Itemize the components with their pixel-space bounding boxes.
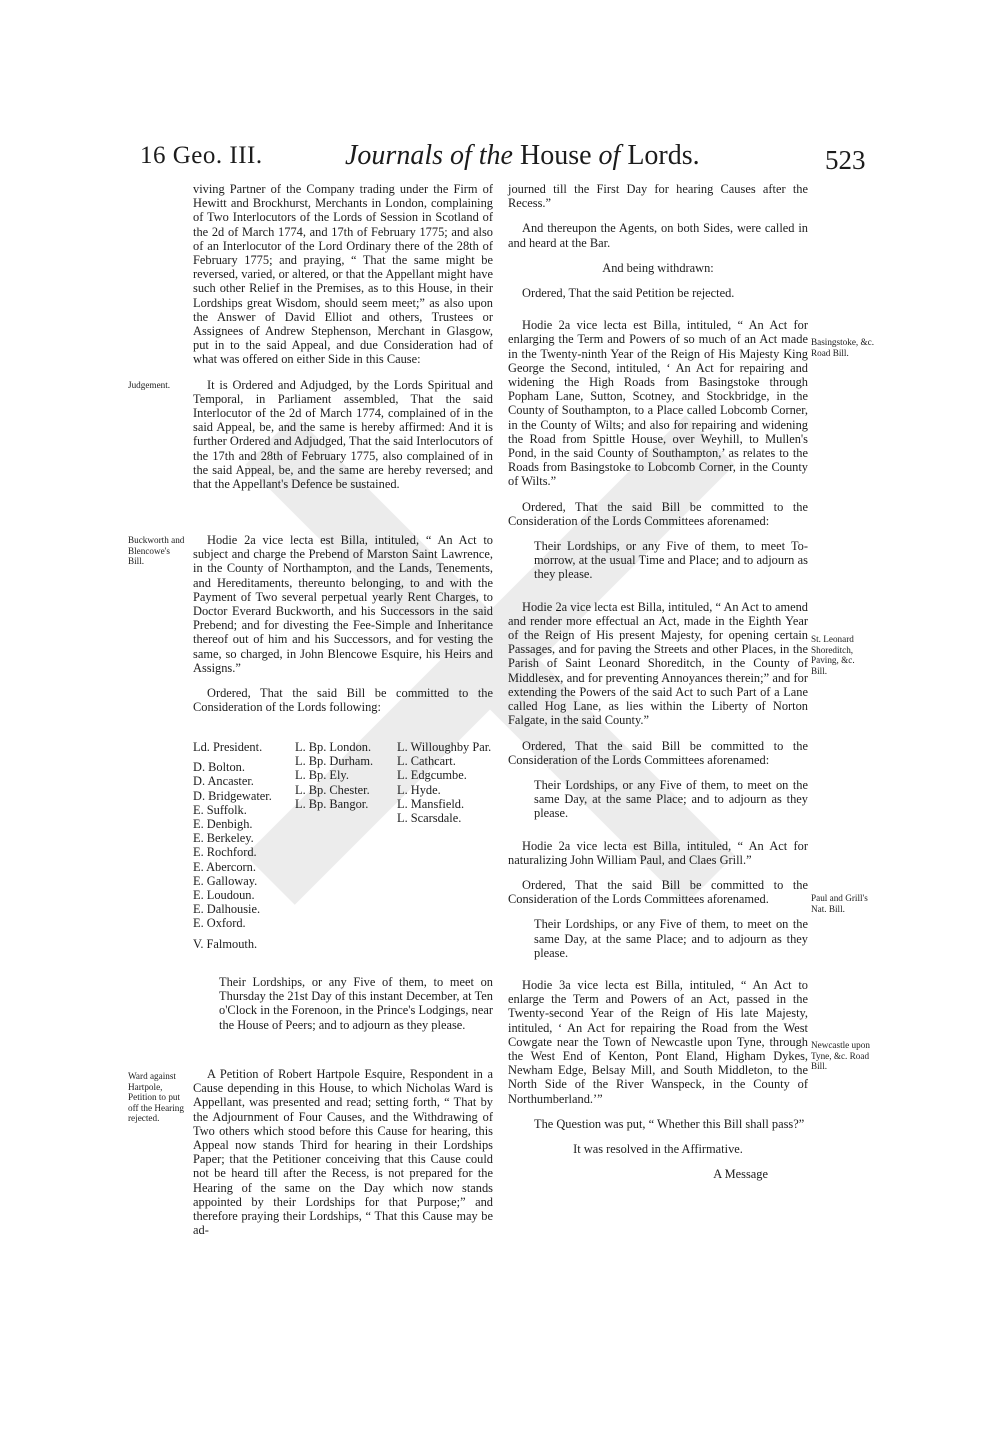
lord-name: L. Bp. Bangor. <box>295 796 369 811</box>
lord-name: E. Loudoun. <box>193 888 255 903</box>
lord-name: E. Rochford. <box>193 845 257 860</box>
paragraph: Hodie 2a vice lecta est Billa, intituled, “ An Act to subject and charge the Prebend of Marston Saint Lawrence, in the County of Northampton, and the Lands, Tenements, and Hereditaments, thereunto belonging, to and with the Payment of Two several perpetual yearly Rent Charges, to Doctor Everard Buckworth, and his Successors in the said Prebend; and for divesting the Fee-Simple and Inheritance thereof out of him and his Successors, and for vesting the same, so charged, in John Blencowe Esquire, his Heirs and Assigns.” <box>193 533 493 675</box>
lord-name: L. Edgcumbe. <box>397 768 467 783</box>
lord-name: L. Bp. London. <box>295 740 372 754</box>
paragraph: And thereupon the Agents, on both Sides, were called in and heard at the Bar. <box>508 221 808 250</box>
left-column-top <box>193 182 493 502</box>
margin-note-newcastle-bill: Newcastle upon Tyne, &c. Road Bill. <box>811 1040 870 1071</box>
lord-name: E. Abercorn. <box>193 859 256 874</box>
paragraph: A Petition of Robert Hartpole Esquire, Respondent in a Cause depending in this House, to which Nicholas Ward is Appellant, was presented and read; setting forth, “ That by the Adjournment of Four Causes, and the Withdrawing of Two others which stood before this Cause for hearing, this Appeal now stands Third for hearing in their Lordships Paper; that the Petitioner conceiving that this Cause could not be heard till after the Recess, is not prepared for the Hearing of the same on the Day which now stands appointed by their Lordships for that Purpose;” and therefore praying their Lordships, “ That this Cause may be ad- <box>193 1067 493 1238</box>
lord-name: V. Falmouth. <box>193 936 258 951</box>
paragraph: Ordered, That the said Bill be committed to the Consideration of the Lords Committees aforenamed: <box>508 499 808 528</box>
lord-name: L. Hyde. <box>397 782 441 797</box>
lord-name: E. Berkeley. <box>193 831 254 846</box>
lord-name: L. Scarsdale. <box>397 811 462 826</box>
running-head-title <box>345 140 700 172</box>
lord-name: L. Bp. Ely. <box>295 768 349 783</box>
paragraph: Ordered, That the said Petition be rejected. <box>522 286 735 301</box>
paragraph: Ordered, That the said Bill be committed to the Consideration of the Lords following: <box>193 686 493 715</box>
paragraph: Their Lordships, or any Five of them, to meet on the same Day, at the same Place; and to adjourn as they please. <box>534 917 808 960</box>
paragraph: The Question was put, “ Whether this Bill shall pass?” <box>534 1116 805 1131</box>
margin-note-buckworth-bill: Buckworth and Blencowe's Bill. <box>128 535 185 566</box>
paragraph: Hodie 3a vice lecta est Billa, intituled, “ An Act to enlarge the Term and Powers of an Act, passed in the Twenty-second Year of the Reign of His late Majesty, intituled, ‘ An Act for repairing the Road from the West Cowgate near the Town of Newcastle upon Tyne, through the West End of Kenton, Pont Eland, Higham Dykes, Newham Edge, Belsay Mill, and South Middleton, to the North Side of the River Wanspeck, in the County of Northumberland.’” <box>508 977 808 1106</box>
running-head-regnal-year: 16 Geo. III. <box>140 142 263 169</box>
lord-name: E. Galloway. <box>193 873 258 888</box>
lord-name: E. Dalhousie. <box>193 902 261 917</box>
margin-note-judgement: Judgement. <box>128 380 171 390</box>
lord-name: E. Denbigh. <box>193 817 253 832</box>
margin-note-basingstoke-bill: Basingstoke, &c. Road Bill. <box>811 337 875 358</box>
lords-list-col-1 <box>193 740 272 951</box>
paragraph: It was resolved in the Affirmative. <box>573 1141 743 1156</box>
lord-name: L. Bp. Chester. <box>295 782 370 797</box>
lord-name: L. Bp. Durham. <box>295 754 374 769</box>
paragraph: Hodie 2a vice lecta est Billa, intituled, “ An Act to amend and render more effectual an Act, made in the Eighth Year of the Reign of His present Majesty, for opening certain Passages, and for paving the Streets and other Places, in the Parish of Saint Leonard Shoreditch, in the County of Middlesex, and for preventing Annoyances therein;” and for extending the Powers of the said Act to such Part of a Lane called Hog Lane, as lies within the Liberty of Norton Falgate, in the said County.” <box>508 599 808 728</box>
title-word: of <box>450 140 472 171</box>
lord-name: L. Cathcart. <box>397 754 456 769</box>
margin-note-ward-petition: Ward against Hartpole, Petition to put off the Hearing rejected. <box>128 1071 184 1123</box>
page-number: 523 <box>825 145 866 175</box>
title-word: the <box>478 140 513 171</box>
margin-note-paul-grill-bill: Paul and Grill's Nat. Bill. <box>811 893 868 914</box>
lords-list-col-2 <box>295 740 373 811</box>
title-word: of <box>598 140 621 171</box>
lord-name: Ld. President. <box>193 740 263 754</box>
paragraph: Their Lordships, or any Five of them, to meet on Thursday the 21st Day of this instant December, at Ten o'Clock in the Forenoon, in the Prince's Lodgings, near the House of Peers; and to adjourn as they please. <box>219 975 493 1032</box>
right-column <box>508 182 808 1181</box>
title-word: Lords. <box>627 140 700 171</box>
left-column-bottom <box>193 1067 493 1248</box>
paragraph: Hodie 2a vice lecta est Billa, intituled, “ An Act for naturalizing John William Paul, and Claes Grill.” <box>508 838 808 867</box>
lord-name: L. Willoughby Par. <box>397 740 492 754</box>
paragraph: Hodie 2a vice lecta est Billa, intituled, “ An Act for enlarging the Term and Powers of so much of an Act made in the Twenty-ninth Year of the Reign of His Majesty King George the Second, intituled, ‘ An Act for repairing and widening the High Roads from Basingstoke through Popham Lane, Sutton, Scotney, and Stockbridge, in the County of Southampton, to a Place called Lobcomb Corner, in the County of Wilts; and also for repairing and widening the Road from Spittle House, over Weyhill, to Mullen's Pond, in the said County of Southampton,’ as relates to the Roads from Basingstoke to Lobcomb Corner, in the County of Wilts.” <box>508 318 808 489</box>
paragraph: Their Lordships, or any Five of them, to meet on the same Day, at the same Place; and to adjourn as they please. <box>534 777 808 821</box>
lord-name: D. Bolton. <box>193 760 245 775</box>
left-column-meeting-note <box>219 975 493 1043</box>
title-word: House <box>520 140 592 171</box>
paragraph: Ordered, That the said Bill be committed to the Consideration of the Lords Committees aforenamed. <box>508 877 808 907</box>
catchword: A Message <box>713 1167 768 1182</box>
left-column-middle <box>193 533 493 725</box>
paragraph: journed till the First Day for hearing Causes after the Recess.” <box>508 182 808 211</box>
margin-note-st-leonard-bill: St. Leonard Shoreditch, Paving, &c. Bill. <box>811 634 855 676</box>
lord-name: L. Mansfield. <box>397 796 465 811</box>
paragraph: And being withdrawn: <box>602 260 714 275</box>
paragraph: Ordered, That the said Bill be committed to the Consideration of the Lords Committees aforenamed: <box>508 738 808 767</box>
paragraph: It is Ordered and Adjudged, by the Lords Spiritual and Temporal, in Parliament assembled, That the said Interlocutor of the 2d of March 1774, complained of in the said Appeal, be, and the same is hereby affirmed: And it is further Ordered and Adjudged, That the said Interlocutors of the 17th and 28th of February 1775, also complained of in the said Appeal, be, and the same are hereby reversed; and that the Appellant's Defence be sustained. <box>193 377 493 492</box>
title-word: Journals <box>345 140 443 171</box>
lord-name: D. Bridgewater. <box>193 788 272 803</box>
lord-name: D. Ancaster. <box>193 774 254 789</box>
lord-name: E. Oxford. <box>193 916 246 931</box>
paragraph: viving Partner of the Company trading under the Firm of Hewitt and Brockhurst, Merchants in London, complaining of Two Interlocutors of the Lords of Session in Scotland of the 2d of March 1774, and 17th of February 1775; and also of an Interlocutor of the Lord Ordinary there of the 28th of February 1775; and praying, “ That the same might be reversed, varied, or altered, or that the Appellant might have such other Relief in the Premises, as to this House, in their Lordships great Wisdom, should seem meet;” as also upon the Answer of David Elliot and others, Trustees or Assignees of Andrew Stephenson, Merchant in Glasgow, put in to the said Appeal, and due Consideration had of what was offered on either Side in this Cause: <box>193 182 493 367</box>
paragraph: Their Lordships, or any Five of them, to meet To-morrow, at the usual Time and Place; and to adjourn as they please. <box>534 539 808 582</box>
lord-name: E. Suffolk. <box>193 802 247 817</box>
lords-list-col-3 <box>397 740 491 825</box>
